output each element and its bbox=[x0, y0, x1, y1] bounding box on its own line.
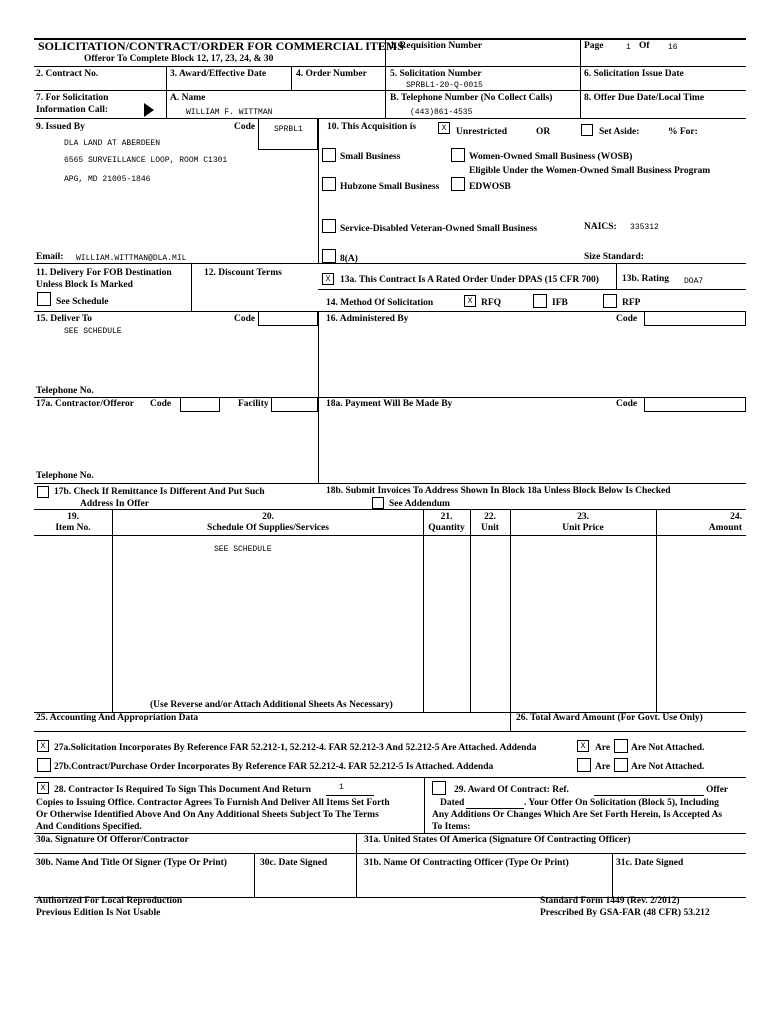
footer-prescribed-by: Prescribed By GSA-FAR (48 CFR) 53.212 bbox=[540, 908, 710, 918]
clause-27a-are-checkbox[interactable]: X bbox=[577, 740, 589, 752]
issued-by-code-label: Code bbox=[234, 122, 256, 132]
remittance-label-1: 17b. Check If Remittance Is Different And Put Such bbox=[54, 487, 265, 497]
rfq-checkbox[interactable]: X bbox=[464, 295, 476, 307]
contract-no-label: 2. Contract No. bbox=[36, 69, 99, 79]
invoice-label: 18b. Submit Invoices To Address Shown In Block 18a Unless Block Below Is Checked bbox=[326, 486, 671, 496]
sdvosb-label: Service-Disabled Veteran-Owned Small Business bbox=[340, 224, 538, 234]
issued-by-line-1: DLA LAND AT ABERDEEN bbox=[64, 139, 161, 148]
offer-due-label: 8. Offer Due Date/Local Time bbox=[584, 93, 705, 103]
deliver-to-code-label: Code bbox=[234, 314, 256, 324]
solicitation-number-label: 5. Solicitation Number bbox=[390, 69, 482, 79]
set-aside-checkbox[interactable] bbox=[581, 124, 593, 136]
deliver-to-label: 15. Deliver To bbox=[36, 314, 93, 324]
edwosb-checkbox[interactable] bbox=[451, 177, 465, 191]
delivery-fob-label-2: Unless Block Is Marked bbox=[36, 280, 133, 290]
payment-code-label: Code bbox=[616, 399, 638, 409]
schedule-note: (Use Reverse and/or Attach Additional Sheets As Necessary) bbox=[150, 700, 393, 710]
unrestricted-checkbox[interactable]: X bbox=[438, 122, 450, 134]
clause-29-line-4: To Items: bbox=[432, 822, 471, 832]
issued-by-code: SPRBL1 bbox=[274, 125, 303, 134]
footer-previous-edition: Previous Edition Is Not Usable bbox=[36, 908, 161, 918]
hubzone-label: Hubzone Small Business bbox=[340, 182, 440, 192]
contractor-code-label: Code bbox=[150, 399, 172, 409]
clause-29-checkbox[interactable] bbox=[432, 781, 446, 795]
contact-name: WILLIAM F. WITTMAN bbox=[186, 108, 273, 117]
percent-for-label: % For: bbox=[668, 127, 698, 137]
page-label: Page bbox=[584, 41, 604, 51]
remittance-checkbox[interactable] bbox=[37, 486, 49, 498]
col-20-number: 20. bbox=[262, 512, 274, 522]
sdvosb-checkbox[interactable] bbox=[322, 219, 336, 233]
telephone-label: B. Telephone Number (No Collect Calls) bbox=[390, 93, 553, 103]
clause-28-line-2: Copies to Issuing Office. Contractor Agrees To Furnish And Deliver All Items Set Forth bbox=[36, 798, 390, 808]
col-24-label: Amount bbox=[708, 523, 742, 533]
telephone-number: (443)861-4535 bbox=[410, 108, 473, 117]
clause-27b-checkbox[interactable] bbox=[37, 758, 51, 772]
small-business-label: Small Business bbox=[340, 152, 401, 162]
delivery-fob-label-1: 11. Delivery For FOB Destination bbox=[36, 268, 172, 278]
rfp-label: RFP bbox=[622, 298, 641, 308]
see-schedule-checkbox[interactable] bbox=[37, 292, 51, 306]
col-20-label: Schedule Of Supplies/Services bbox=[207, 523, 329, 533]
clause-27a-are-label: Are bbox=[595, 743, 611, 753]
clause-27b-are-checkbox[interactable] bbox=[577, 758, 591, 772]
rating-value: DOA7 bbox=[684, 277, 704, 286]
contractor-label: 17a. Contractor/Offeror bbox=[36, 399, 134, 409]
footer-form-number: Standard Form 1449 (Rev. 2/2012) bbox=[540, 896, 680, 906]
col-21-label: Quantity bbox=[428, 523, 465, 533]
col-24-number: 24. bbox=[730, 512, 742, 522]
wosb-label: Women-Owned Small Business (WOSB) bbox=[469, 152, 633, 162]
see-schedule-label: See Schedule bbox=[56, 297, 109, 307]
col-21-number: 21. bbox=[440, 512, 453, 522]
addendum-label: See Addendum bbox=[389, 499, 450, 509]
eight-a-label: 8(A) bbox=[340, 254, 358, 264]
of-label: Of bbox=[639, 41, 650, 51]
clause-27a-are-not-checkbox[interactable] bbox=[614, 739, 628, 753]
clause-28-line-4: And Conditions Specified. bbox=[36, 822, 142, 832]
remittance-label-2: Address In Offer bbox=[80, 499, 149, 509]
rfq-label: RFQ bbox=[481, 298, 502, 308]
clause-27b-label: 27b.Contract/Purchase Order Incorporates By Reference FAR 52.212-4. FAR 52.212-5 Is Attached. Addenda bbox=[54, 762, 494, 772]
accounting-label: 25. Accounting And Appropriation Data bbox=[36, 713, 199, 723]
award-date-label: 3. Award/Effective Date bbox=[170, 69, 267, 79]
info-call-label-1: 7. For Solicitation bbox=[36, 93, 109, 103]
addendum-checkbox[interactable] bbox=[372, 497, 384, 509]
acquisition-label: 10. This Acquisition is bbox=[327, 122, 417, 132]
ifb-label: IFB bbox=[552, 298, 568, 308]
form-subtitle: Offeror To Complete Block 12, 17, 23, 24, & 30 bbox=[84, 54, 274, 64]
wosb-checkbox[interactable] bbox=[451, 148, 465, 162]
telephone-label-17: Telephone No. bbox=[36, 471, 94, 481]
deliver-to-value: SEE SCHEDULE bbox=[64, 327, 122, 336]
col-19-number: 19. bbox=[67, 512, 79, 522]
col-23-number: 23. bbox=[577, 512, 589, 522]
eight-a-checkbox[interactable] bbox=[322, 249, 336, 263]
solicitation-number: SPRBL1-20-Q-0015 bbox=[406, 81, 483, 90]
total-award-label: 26. Total Award Amount (For Govt. Use Only) bbox=[516, 713, 703, 723]
edwosb-label: EDWOSB bbox=[469, 182, 511, 192]
clause-29-line-1: 29. Award Of Contract: Ref. bbox=[454, 785, 569, 795]
small-business-checkbox[interactable] bbox=[322, 148, 336, 162]
facility-label: Facility bbox=[238, 399, 269, 409]
clause-27b-are-not-checkbox[interactable] bbox=[614, 758, 628, 772]
clause-29-offer: Offer bbox=[706, 785, 729, 795]
clause-29-dated: Dated bbox=[440, 798, 465, 808]
administered-by-label: 16. Administered By bbox=[326, 314, 409, 324]
telephone-label-15: Telephone No. bbox=[36, 386, 94, 396]
unrestricted-label: Unrestricted bbox=[456, 127, 508, 137]
date-signed-30c-label: 30c. Date Signed bbox=[260, 858, 328, 868]
sf1449-form bbox=[34, 38, 746, 918]
naics-label: NAICS: bbox=[584, 222, 617, 232]
clause-28-copies: 1 bbox=[339, 783, 344, 792]
method-label: 14. Method Of Solicitation bbox=[326, 298, 434, 308]
clause-27b-are-label: Are bbox=[595, 762, 611, 772]
footer-reproduction: Authorized For Local Reproduction bbox=[36, 896, 183, 906]
email-value: WILLIAM.WITTMAN@DLA.MIL bbox=[76, 254, 187, 263]
or-label: OR bbox=[536, 127, 551, 137]
arrow-right-icon bbox=[144, 103, 154, 117]
naics-code: 335312 bbox=[630, 223, 659, 232]
rfp-checkbox[interactable] bbox=[603, 294, 617, 308]
hubzone-checkbox[interactable] bbox=[322, 177, 336, 191]
issued-by-line-3: APG, MD 21005-1846 bbox=[64, 175, 151, 184]
col-22-label: Unit bbox=[481, 523, 499, 533]
rated-order-checkbox[interactable]: X bbox=[322, 273, 334, 285]
clause-29-line-2: . Your Offer On Solicitation (Block 5), Including bbox=[524, 798, 719, 808]
payment-label: 18a. Payment Will Be Made By bbox=[326, 399, 453, 409]
col-22-number: 22. bbox=[484, 512, 496, 522]
discount-terms-label: 12. Discount Terms bbox=[204, 268, 282, 278]
email-label: Email: bbox=[36, 252, 64, 262]
clause-27a-label: 27a.Solicitation Incorporates By Reference FAR 52.212-1, 52.212-4. FAR 52.212-3 And 52.212-5 Are Attached. Addenda bbox=[54, 743, 537, 753]
clause-28-line-3: Or Otherwise Identified Above And On Any Additional Sheets Subject To The Terms bbox=[36, 810, 379, 820]
requisition-label: 1. Requisition Number bbox=[390, 41, 483, 51]
set-aside-label: Set Aside: bbox=[599, 127, 640, 137]
name-label: A. Name bbox=[170, 93, 206, 103]
clause-29-line-3: Any Additions Or Changes Which Are Set Forth Herein, Is Accepted As bbox=[432, 810, 723, 820]
col-19-label: Item No. bbox=[55, 523, 91, 533]
clause-28-checkbox[interactable]: X bbox=[37, 782, 49, 794]
page-number: 1 bbox=[626, 43, 631, 52]
signature-31a-label: 31a. United States Of America (Signature Of Contracting Officer) bbox=[364, 835, 631, 845]
size-standard-label: Size Standard: bbox=[584, 252, 644, 262]
page-total: 16 bbox=[668, 43, 678, 52]
signature-30a-label: 30a. Signature Of Offeror/Contractor bbox=[36, 835, 189, 845]
wosb-eligible-label: Eligible Under the Women-Owned Small Business Program bbox=[469, 166, 711, 176]
clause-27b-are-not-label: Are Not Attached. bbox=[631, 762, 705, 772]
order-number-label: 4. Order Number bbox=[296, 69, 367, 79]
clause-28-line-1: 28. Contractor Is Required To Sign This Document And Return bbox=[54, 785, 312, 795]
rated-order-label: 13a. This Contract Is A Rated Order Under DPAS (15 CFR 700) bbox=[340, 275, 599, 285]
clause-27a-checkbox[interactable]: X bbox=[37, 740, 49, 752]
issued-by-label: 9. Issued By bbox=[36, 122, 85, 132]
signer-name-label: 30b. Name And Title Of Signer (Type Or Print) bbox=[36, 858, 227, 868]
col-23-label: Unit Price bbox=[562, 523, 604, 533]
officer-name-label: 31b. Name Of Contracting Officer (Type Or Print) bbox=[364, 858, 569, 868]
rating-label: 13b. Rating bbox=[622, 274, 669, 284]
issued-by-line-2: 6565 SURVEILLANCE LOOP, ROOM C1301 bbox=[64, 156, 228, 165]
date-signed-31c-label: 31c. Date Signed bbox=[616, 858, 684, 868]
clause-27a-are-not-label: Are Not Attached. bbox=[631, 743, 705, 753]
issue-date-label: 6. Solicitation Issue Date bbox=[584, 69, 684, 79]
administered-by-code-label: Code bbox=[616, 314, 638, 324]
form-title: SOLICITATION/CONTRACT/ORDER FOR COMMERCIAL ITEMS bbox=[38, 39, 404, 53]
schedule-body: SEE SCHEDULE bbox=[214, 545, 272, 554]
ifb-checkbox[interactable] bbox=[533, 294, 547, 308]
info-call-label-2: Information Call: bbox=[36, 105, 109, 115]
